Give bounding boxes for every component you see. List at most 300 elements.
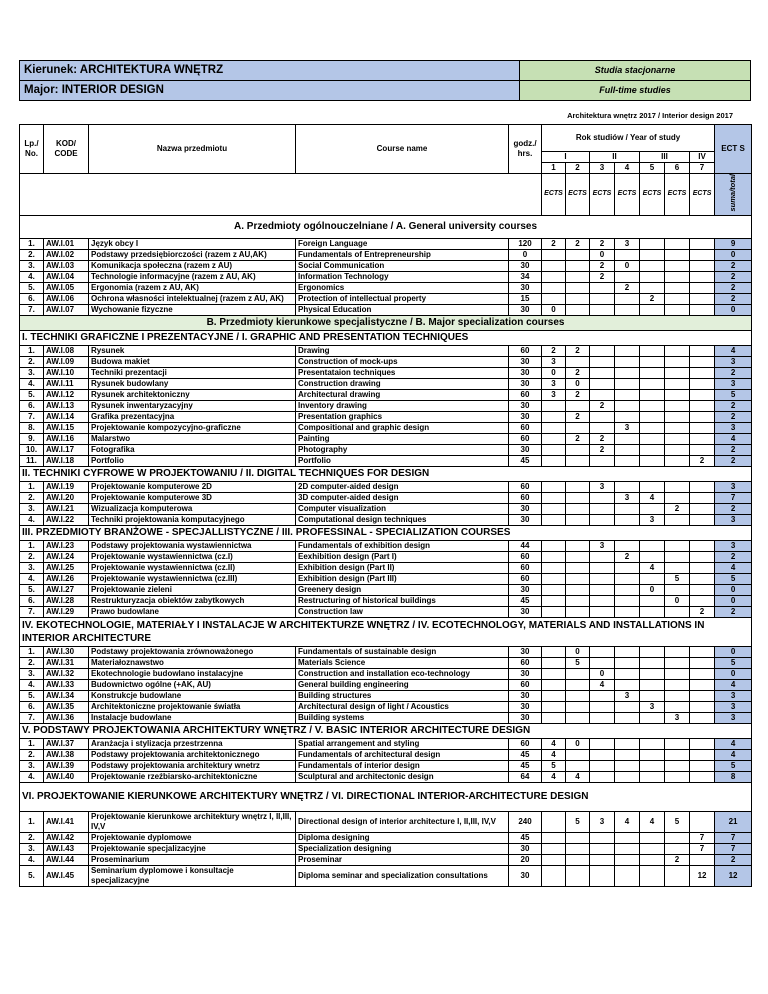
semester-ects bbox=[542, 584, 566, 595]
row-number: 3. bbox=[20, 760, 44, 771]
ects-total: 4 bbox=[715, 738, 752, 749]
course-hours: 30 bbox=[509, 843, 542, 854]
course-hours: 60 bbox=[509, 481, 542, 492]
semester-ects bbox=[615, 444, 640, 455]
ects-total: 4 bbox=[715, 749, 752, 760]
semester-ects bbox=[690, 304, 715, 315]
table-row bbox=[20, 760, 752, 771]
row-number: 4. bbox=[20, 573, 44, 584]
semester-ects bbox=[615, 514, 640, 525]
table-row bbox=[20, 668, 752, 679]
section-title: A. Przedmioty ogólnouczelniane / A. General university courses bbox=[20, 215, 752, 238]
row-number: 1. bbox=[20, 811, 44, 832]
semester-ects bbox=[665, 345, 690, 356]
course-name-pl: Rysunek architektoniczny bbox=[89, 389, 296, 400]
table-row bbox=[20, 540, 752, 551]
course-name-pl: Ergonomia (razem z AU, AK) bbox=[89, 282, 296, 293]
semester-ects bbox=[566, 514, 590, 525]
semester-ects: 0 bbox=[590, 668, 615, 679]
semester-ects bbox=[590, 422, 615, 433]
course-name-en: Physical Education bbox=[296, 304, 509, 315]
course-name-en: Exhibition design (Part III) bbox=[296, 573, 509, 584]
course-name-pl: Projektowanie komputerowe 3D bbox=[89, 492, 296, 503]
semester-ects bbox=[665, 433, 690, 444]
ects-total: 3 bbox=[715, 356, 752, 367]
section-title: VI. PROJEKTOWANIE KIERUNKOWE ARCHITEKTURY WNĘTRZ / VI. DIRECTIONAL INTERIOR-ARCHITECTURE DESIGN bbox=[20, 782, 752, 811]
semester-ects bbox=[690, 271, 715, 282]
table-row bbox=[20, 843, 752, 854]
course-name-en: Compositional and graphic design bbox=[296, 422, 509, 433]
course-name-pl: Projektowanie specjalizacyjne bbox=[89, 843, 296, 854]
semester-ects bbox=[542, 260, 566, 271]
semester-ects bbox=[665, 738, 690, 749]
course-code: AW.I.08 bbox=[44, 345, 89, 356]
ects-total: 5 bbox=[715, 573, 752, 584]
table-row bbox=[20, 411, 752, 422]
semester-ects: 2 bbox=[566, 411, 590, 422]
semester-ects bbox=[615, 304, 640, 315]
course-code: AW.I.25 bbox=[44, 562, 89, 573]
semester-ects bbox=[665, 293, 690, 304]
row-number: 6. bbox=[20, 595, 44, 606]
table-row bbox=[20, 865, 752, 886]
course-name-en: Directional design of interior architecture I, II,III, IV,V bbox=[296, 811, 509, 832]
table-row bbox=[20, 282, 752, 293]
semester-ects bbox=[615, 562, 640, 573]
semester-ects: 2 bbox=[665, 503, 690, 514]
semester-ects: 0 bbox=[566, 646, 590, 657]
course-name-en: Eexhibition design (Part I) bbox=[296, 551, 509, 562]
col-year: Rok studiów / Year of study bbox=[542, 125, 715, 152]
semester-ects bbox=[566, 865, 590, 886]
semester-ects: 3 bbox=[590, 481, 615, 492]
semester-ects bbox=[665, 749, 690, 760]
table-row bbox=[20, 444, 752, 455]
semester-ects bbox=[690, 481, 715, 492]
semester-ects bbox=[615, 854, 640, 865]
semester-ects bbox=[566, 832, 590, 843]
ects-total: 2 bbox=[715, 606, 752, 617]
semester-ects bbox=[590, 345, 615, 356]
semester-ects bbox=[640, 367, 665, 378]
ects-total: 4 bbox=[715, 433, 752, 444]
ects-total: 3 bbox=[715, 701, 752, 712]
fulltime-label: Full-time studies bbox=[519, 81, 750, 100]
course-name-pl: Budownictwo ogólne (+AK, AU) bbox=[89, 679, 296, 690]
semester-ects bbox=[590, 690, 615, 701]
sum-total-label: suma/total bbox=[728, 174, 738, 212]
semester-ects bbox=[665, 679, 690, 690]
ects-total: 5 bbox=[715, 657, 752, 668]
course-hours: 30 bbox=[509, 606, 542, 617]
semester-ects bbox=[615, 843, 640, 854]
row-number: 6. bbox=[20, 701, 44, 712]
semester-ects bbox=[542, 540, 566, 551]
course-name-en: Construction of mock-ups bbox=[296, 356, 509, 367]
row-number: 1. bbox=[20, 540, 44, 551]
semester-4: 4 bbox=[615, 163, 640, 174]
course-name-pl: Język obcy I bbox=[89, 238, 296, 249]
semester-ects bbox=[690, 749, 715, 760]
course-hours: 30 bbox=[509, 503, 542, 514]
course-name-pl: Aranżacja i stylizacja przestrzenna bbox=[89, 738, 296, 749]
course-hours: 60 bbox=[509, 573, 542, 584]
course-name-pl: Projektowanie rzeźbiarsko-architektoniczne bbox=[89, 771, 296, 782]
semester-ects bbox=[615, 668, 640, 679]
ects-label: ECTS bbox=[590, 174, 615, 216]
semester-ects bbox=[640, 540, 665, 551]
course-hours: 30 bbox=[509, 356, 542, 367]
semester-ects bbox=[665, 540, 690, 551]
ects-total: 0 bbox=[715, 249, 752, 260]
semester-ects bbox=[542, 433, 566, 444]
semester-ects: 3 bbox=[615, 492, 640, 503]
semester-ects bbox=[615, 584, 640, 595]
semester-ects bbox=[690, 411, 715, 422]
kierunek-title: Kierunek: ARCHITEKTURA WNĘTRZ bbox=[20, 61, 519, 80]
semester-ects: 0 bbox=[640, 584, 665, 595]
course-code: AW.I.04 bbox=[44, 271, 89, 282]
semester-ects bbox=[690, 378, 715, 389]
semester-ects bbox=[690, 551, 715, 562]
row-number: 7. bbox=[20, 606, 44, 617]
semester-ects bbox=[665, 701, 690, 712]
course-hours: 30 bbox=[509, 690, 542, 701]
ects-total: 0 bbox=[715, 646, 752, 657]
semester-ects: 7 bbox=[690, 843, 715, 854]
semester-ects bbox=[690, 433, 715, 444]
semester-ects bbox=[640, 411, 665, 422]
semester-ects bbox=[590, 606, 615, 617]
semester-ects bbox=[542, 271, 566, 282]
table-row bbox=[20, 271, 752, 282]
ects-total: 3 bbox=[715, 378, 752, 389]
course-hours: 60 bbox=[509, 422, 542, 433]
ects-total: 2 bbox=[715, 444, 752, 455]
course-name-en: Ergonomics bbox=[296, 282, 509, 293]
semester-ects bbox=[566, 584, 590, 595]
semester-ects bbox=[665, 492, 690, 503]
semester-ects bbox=[566, 749, 590, 760]
course-code: AW.I.29 bbox=[44, 606, 89, 617]
course-name-pl: Technologie informacyjne (razem z AU, AK) bbox=[89, 271, 296, 282]
table-row bbox=[20, 260, 752, 271]
course-code: AW.I.31 bbox=[44, 657, 89, 668]
ects-total: 0 bbox=[715, 595, 752, 606]
semester-ects bbox=[690, 690, 715, 701]
course-name-pl: Wychowanie fizyczne bbox=[89, 304, 296, 315]
course-name-pl: Projektowanie kierunkowe architektury wnętrz I, II,III, IV,V bbox=[89, 811, 296, 832]
course-name-en: Diploma seminar and specialization consultations bbox=[296, 865, 509, 886]
semester-ects bbox=[590, 492, 615, 503]
semester-ects bbox=[690, 444, 715, 455]
course-name-pl: Ochrona własności intelektualnej (razem z AU, AK) bbox=[89, 293, 296, 304]
row-number: 3. bbox=[20, 843, 44, 854]
semester-ects bbox=[615, 595, 640, 606]
semester-ects bbox=[690, 282, 715, 293]
semester-ects bbox=[665, 562, 690, 573]
semester-ects: 4 bbox=[615, 811, 640, 832]
semester-ects: 0 bbox=[542, 367, 566, 378]
row-number: 2. bbox=[20, 492, 44, 503]
table-row bbox=[20, 304, 752, 315]
semester-ects bbox=[665, 606, 690, 617]
semester-ects bbox=[566, 843, 590, 854]
semester-ects bbox=[640, 422, 665, 433]
semester-ects bbox=[640, 271, 665, 282]
course-code: AW.I.37 bbox=[44, 738, 89, 749]
course-hours: 45 bbox=[509, 455, 542, 466]
semester-ects bbox=[690, 584, 715, 595]
semester-ects bbox=[690, 595, 715, 606]
semester-ects bbox=[665, 646, 690, 657]
semester-ects bbox=[665, 378, 690, 389]
course-hours: 45 bbox=[509, 832, 542, 843]
semester-ects bbox=[542, 503, 566, 514]
table-row bbox=[20, 595, 752, 606]
semester-ects bbox=[590, 514, 615, 525]
course-hours: 34 bbox=[509, 271, 542, 282]
semester-ects bbox=[566, 551, 590, 562]
row-number: 5. bbox=[20, 584, 44, 595]
course-name-pl: Projektowanie wystawiennictwa (cz.III) bbox=[89, 573, 296, 584]
year-4: IV bbox=[690, 152, 715, 163]
course-name-pl: Malarstwo bbox=[89, 433, 296, 444]
ects-total: 2 bbox=[715, 455, 752, 466]
semester-ects: 3 bbox=[542, 356, 566, 367]
semester-ects bbox=[690, 422, 715, 433]
course-name-en: Presentataion techniques bbox=[296, 367, 509, 378]
semester-ects bbox=[566, 356, 590, 367]
semester-ects bbox=[542, 492, 566, 503]
course-name-en: Building systems bbox=[296, 712, 509, 723]
semester-ects bbox=[590, 843, 615, 854]
ects-label: ECTS bbox=[665, 174, 690, 216]
semester-ects bbox=[690, 249, 715, 260]
semester-7: 7 bbox=[690, 163, 715, 174]
semester-ects bbox=[615, 657, 640, 668]
course-name-en: General building engineering bbox=[296, 679, 509, 690]
semester-ects bbox=[590, 738, 615, 749]
row-number: 1. bbox=[20, 646, 44, 657]
course-name-pl: Techniki projektowania komputacyjnego bbox=[89, 514, 296, 525]
semester-ects bbox=[640, 573, 665, 584]
semester-ects bbox=[615, 367, 640, 378]
semester-ects bbox=[542, 865, 566, 886]
semester-ects: 3 bbox=[542, 389, 566, 400]
course-hours: 30 bbox=[509, 444, 542, 455]
course-name-pl: Techniki prezentacji bbox=[89, 367, 296, 378]
col-kod: KOD/ CODE bbox=[44, 125, 89, 174]
ects-total: 2 bbox=[715, 367, 752, 378]
course-code: AW.I.42 bbox=[44, 832, 89, 843]
semester-ects bbox=[615, 455, 640, 466]
semester-ects bbox=[640, 690, 665, 701]
course-hours: 60 bbox=[509, 389, 542, 400]
course-hours: 60 bbox=[509, 679, 542, 690]
semester-ects bbox=[566, 562, 590, 573]
semester-ects bbox=[542, 701, 566, 712]
row-number: 6. bbox=[20, 293, 44, 304]
semester-ects bbox=[640, 551, 665, 562]
course-name-en: Fundamentals of sustainable design bbox=[296, 646, 509, 657]
course-hours: 60 bbox=[509, 551, 542, 562]
ects-total: 2 bbox=[715, 260, 752, 271]
semester-3: 3 bbox=[590, 163, 615, 174]
ects-total: 3 bbox=[715, 690, 752, 701]
semester-ects bbox=[542, 249, 566, 260]
course-name-pl: Rysunek bbox=[89, 345, 296, 356]
table-row bbox=[20, 712, 752, 723]
semester-ects: 2 bbox=[615, 282, 640, 293]
semester-ects: 4 bbox=[566, 771, 590, 782]
semester-ects bbox=[566, 271, 590, 282]
row-number: 1. bbox=[20, 238, 44, 249]
row-number: 11. bbox=[20, 455, 44, 466]
semester-ects bbox=[542, 690, 566, 701]
course-code: AW.I.09 bbox=[44, 356, 89, 367]
semester-ects: 4 bbox=[542, 738, 566, 749]
ects-total: 9 bbox=[715, 238, 752, 249]
course-name-en: Architectural drawing bbox=[296, 389, 509, 400]
course-code: AW.I.05 bbox=[44, 282, 89, 293]
semester-ects bbox=[665, 514, 690, 525]
semester-ects bbox=[590, 749, 615, 760]
course-hours: 44 bbox=[509, 540, 542, 551]
table-row bbox=[20, 832, 752, 843]
row-number: 2. bbox=[20, 356, 44, 367]
course-name-pl: Grafika prezentacyjna bbox=[89, 411, 296, 422]
ects-total: 2 bbox=[715, 293, 752, 304]
course-hours: 64 bbox=[509, 771, 542, 782]
course-name-pl: Komunikacja społeczna (razem z AU) bbox=[89, 260, 296, 271]
course-code: AW.I.07 bbox=[44, 304, 89, 315]
course-code: AW.I.14 bbox=[44, 411, 89, 422]
semester-ects bbox=[640, 749, 665, 760]
course-code: AW.I.26 bbox=[44, 573, 89, 584]
ects-total: 12 bbox=[715, 865, 752, 886]
study-plan-table bbox=[19, 124, 752, 887]
course-name-pl: Prawo budowlane bbox=[89, 606, 296, 617]
semester-ects bbox=[615, 356, 640, 367]
course-name-pl: Projektowanie wystawiennictwa (cz.I) bbox=[89, 551, 296, 562]
semester-ects bbox=[542, 668, 566, 679]
semester-ects bbox=[640, 771, 665, 782]
course-name-pl: Podstawy przedsiębiorczości (razem z AU,AK) bbox=[89, 249, 296, 260]
semester-ects bbox=[690, 646, 715, 657]
semester-ects bbox=[665, 455, 690, 466]
course-name-pl: Rysunek inwentaryzacyjny bbox=[89, 400, 296, 411]
row-number: 3. bbox=[20, 562, 44, 573]
ects-label: ECTS bbox=[690, 174, 715, 216]
semester-ects: 5 bbox=[665, 573, 690, 584]
course-name-pl: Wizualizacja komputerowa bbox=[89, 503, 296, 514]
course-name-en: Construction drawing bbox=[296, 378, 509, 389]
row-number: 2. bbox=[20, 832, 44, 843]
semester-ects bbox=[640, 595, 665, 606]
course-code: AW.I.20 bbox=[44, 492, 89, 503]
semester-ects bbox=[566, 540, 590, 551]
course-name-en: Construction law bbox=[296, 606, 509, 617]
course-name-en: Materials Science bbox=[296, 657, 509, 668]
course-name-pl: Proseminarium bbox=[89, 854, 296, 865]
course-hours: 30 bbox=[509, 304, 542, 315]
semester-ects bbox=[590, 356, 615, 367]
semester-ects bbox=[690, 492, 715, 503]
course-hours: 30 bbox=[509, 367, 542, 378]
course-code: AW.I.39 bbox=[44, 760, 89, 771]
section-title: V. PODSTAWY PROJEKTOWANIA ARCHITEKTURY WNĘTRZ / V. BASIC INTERIOR ARCHITECTURE DESIGN bbox=[20, 723, 752, 738]
year-2: II bbox=[590, 152, 640, 163]
course-name-pl: Architektoniczne projektowanie światła bbox=[89, 701, 296, 712]
semester-ects bbox=[615, 249, 640, 260]
semester-ects bbox=[590, 854, 615, 865]
table-row bbox=[20, 514, 752, 525]
semester-ects bbox=[566, 573, 590, 584]
semester-ects bbox=[590, 701, 615, 712]
ects-total: 3 bbox=[715, 481, 752, 492]
col-ects bbox=[715, 125, 752, 174]
semester-ects bbox=[615, 503, 640, 514]
row-number: 4. bbox=[20, 378, 44, 389]
table-row bbox=[20, 481, 752, 492]
row-number: 5. bbox=[20, 282, 44, 293]
course-name-en: Specialization designing bbox=[296, 843, 509, 854]
col-course: Course name bbox=[296, 125, 509, 174]
ects-total: 3 bbox=[715, 712, 752, 723]
semester-ects: 2 bbox=[640, 293, 665, 304]
row-number: 4. bbox=[20, 771, 44, 782]
semester-ects bbox=[690, 238, 715, 249]
semester-ects bbox=[690, 679, 715, 690]
semester-ects bbox=[665, 444, 690, 455]
row-number: 10. bbox=[20, 444, 44, 455]
section-title: III. PRZEDMIOTY BRANŻOWE - SPECJALLISTYCZNE / III. PROFESSINAL - SPECIALIZATION COURSES bbox=[20, 525, 752, 540]
row-number: 1. bbox=[20, 345, 44, 356]
semester-ects bbox=[615, 293, 640, 304]
kierunek-bar bbox=[19, 60, 751, 80]
course-hours: 45 bbox=[509, 760, 542, 771]
semester-ects bbox=[566, 422, 590, 433]
semester-ects: 4 bbox=[590, 679, 615, 690]
semester-ects bbox=[590, 646, 615, 657]
course-name-en: Restructuring of historical buildings bbox=[296, 595, 509, 606]
table-row bbox=[20, 378, 752, 389]
semester-ects bbox=[566, 503, 590, 514]
semester-ects bbox=[615, 738, 640, 749]
semester-ects bbox=[690, 854, 715, 865]
ects-total: 3 bbox=[715, 422, 752, 433]
sum-total-header bbox=[715, 174, 752, 216]
semester-ects bbox=[690, 701, 715, 712]
course-name-en: Foreign Language bbox=[296, 238, 509, 249]
semester-ects bbox=[566, 712, 590, 723]
semester-ects bbox=[665, 843, 690, 854]
semester-ects bbox=[640, 668, 665, 679]
course-hours: 30 bbox=[509, 282, 542, 293]
semester-ects bbox=[665, 760, 690, 771]
ects-total: 4 bbox=[715, 345, 752, 356]
table-row bbox=[20, 389, 752, 400]
ects-total: 3 bbox=[715, 540, 752, 551]
course-name-pl: Budowa makiet bbox=[89, 356, 296, 367]
semester-ects bbox=[542, 562, 566, 573]
semester-ects bbox=[615, 411, 640, 422]
course-name-en: Diploma designing bbox=[296, 832, 509, 843]
semester-ects bbox=[665, 865, 690, 886]
ects-total: 2 bbox=[715, 282, 752, 293]
course-hours: 30 bbox=[509, 514, 542, 525]
